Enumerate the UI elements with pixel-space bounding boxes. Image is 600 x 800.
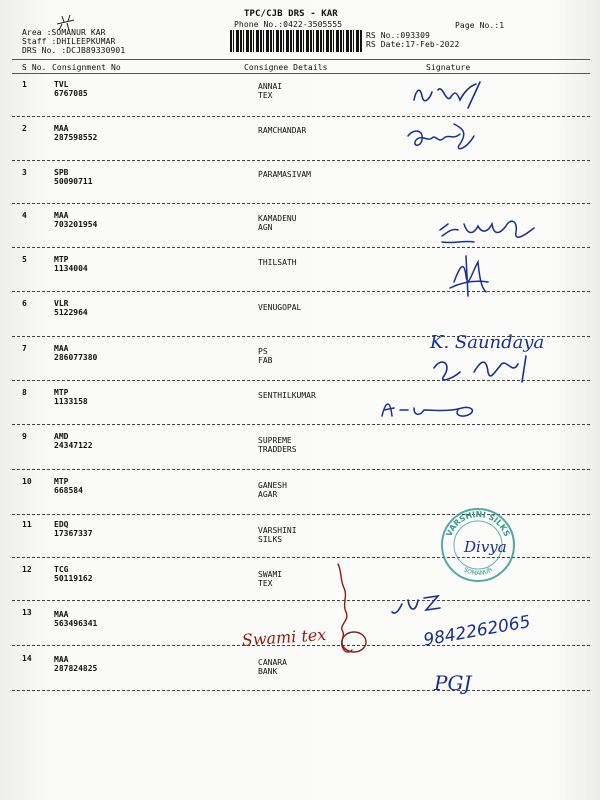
row-sno: 4 bbox=[22, 211, 27, 220]
row-consignee: SUPREME TRADDERS bbox=[258, 436, 297, 454]
row-consignee: PS FAB bbox=[258, 347, 273, 365]
row-consignee: GANESH AGAR bbox=[258, 481, 287, 499]
row-sno: 1 bbox=[22, 80, 27, 89]
row-consignment: EDQ 17367337 bbox=[54, 520, 93, 538]
row-consignment: SPB 50090711 bbox=[54, 168, 93, 186]
row-sno: 5 bbox=[22, 255, 27, 264]
page-number: Page No.:1 bbox=[455, 21, 505, 30]
row-sno: 11 bbox=[22, 520, 32, 529]
barcode bbox=[230, 30, 362, 52]
signature-row-8 bbox=[378, 396, 484, 422]
phone-number: Phone No.:0422-3505555 bbox=[234, 20, 343, 29]
header-bottom-rule bbox=[12, 73, 590, 74]
drs-number: DRS No. :DCJB89330901 bbox=[22, 46, 126, 55]
row-consignee: VARSHINI SILKS bbox=[258, 526, 297, 544]
row-divider bbox=[12, 203, 590, 204]
staff-label: Staff :DHILEEPKUMAR bbox=[22, 37, 116, 46]
rs-number: RS No.:093309 bbox=[366, 31, 430, 40]
report-title: TPC/CJB DRS - KAR bbox=[244, 9, 338, 19]
row-sno: 2 bbox=[22, 124, 27, 133]
row-consignment: AMD 24347122 bbox=[54, 432, 93, 450]
row-consignment: MTP 1134004 bbox=[54, 255, 88, 273]
col-sno: S No. bbox=[22, 63, 47, 72]
row-sno: 6 bbox=[22, 299, 27, 308]
signature-row-7-text: K. Saundaya bbox=[430, 332, 545, 353]
row-divider bbox=[12, 424, 590, 425]
row-divider bbox=[12, 116, 590, 117]
row-consignee: THILSATH bbox=[258, 258, 297, 267]
signature-row-2 bbox=[404, 120, 482, 160]
signature-row-12-text: Swami tex bbox=[241, 624, 327, 650]
row-sno: 12 bbox=[22, 565, 32, 574]
signature-row-13-phone: 9842262065 bbox=[421, 612, 532, 651]
row-consignment: TCG 50119162 bbox=[54, 565, 93, 583]
row-divider bbox=[12, 291, 590, 292]
row-consignee: SWAMI TEX bbox=[258, 570, 283, 588]
signature-row-13 bbox=[388, 582, 558, 651]
area-label: Area :SOMANUR KAR bbox=[22, 28, 106, 37]
insect-mark-icon bbox=[52, 12, 82, 34]
row-divider bbox=[12, 469, 590, 470]
signature-row-7 bbox=[426, 326, 552, 388]
header-top-rule bbox=[12, 59, 590, 60]
row-consignment: MAA 286077380 bbox=[54, 344, 98, 362]
row-sno: 9 bbox=[22, 432, 27, 441]
signature-row-4 bbox=[434, 214, 544, 250]
row-consignment: MAA 287598552 bbox=[54, 124, 98, 142]
stamp-top-text: VARSHINI SILKS bbox=[444, 509, 512, 538]
signature-row-1 bbox=[410, 78, 490, 114]
col-consignment: Consignment No bbox=[52, 63, 121, 72]
row-divider bbox=[12, 160, 590, 161]
signature-row-14 bbox=[430, 664, 480, 704]
row-sno: 13 bbox=[22, 608, 32, 617]
row-divider bbox=[12, 690, 590, 691]
rs-date: RS Date:17-Feb-2022 bbox=[366, 40, 460, 49]
row-consignee: SENTHILKUMAR bbox=[258, 391, 316, 400]
row-consignment: MTP 668584 bbox=[54, 477, 83, 495]
row-consignment: MAA 703201954 bbox=[54, 211, 98, 229]
signature-row-5 bbox=[444, 252, 494, 298]
signature-row-12 bbox=[236, 620, 376, 660]
row-consignee: PARAMASIVAM bbox=[258, 170, 311, 179]
row-consignment: TVL 6767085 bbox=[54, 80, 88, 98]
row-consignment: MAA 563496341 bbox=[54, 610, 98, 628]
row-consignee: CANARA BANK bbox=[258, 658, 287, 676]
row-consignee: ANNAI TEX bbox=[258, 82, 283, 100]
row-consignment: MTP 1133158 bbox=[54, 388, 88, 406]
col-signature: Signature bbox=[426, 63, 471, 72]
signature-row-11 bbox=[462, 532, 528, 562]
row-consignment: MAA 287824825 bbox=[54, 655, 98, 673]
row-consignee: RAMCHANDAR bbox=[258, 126, 307, 135]
row-sno: 3 bbox=[22, 168, 27, 177]
row-sno: 10 bbox=[22, 477, 32, 486]
row-sno: 8 bbox=[22, 388, 27, 397]
signature-row-14-text: PGJ bbox=[434, 671, 472, 695]
row-consignee: VENUGOPAL bbox=[258, 303, 302, 312]
signature-row-11-text: Divya bbox=[464, 538, 507, 556]
col-consignee: Consignee Details bbox=[244, 63, 328, 72]
row-sno: 14 bbox=[22, 654, 32, 663]
row-sno: 7 bbox=[22, 344, 27, 353]
stamp-bottom-text: SOMANUR bbox=[462, 566, 494, 578]
row-consignee: KAMADENU AGN bbox=[258, 214, 297, 232]
row-consignment: VLR 5122964 bbox=[54, 299, 88, 317]
